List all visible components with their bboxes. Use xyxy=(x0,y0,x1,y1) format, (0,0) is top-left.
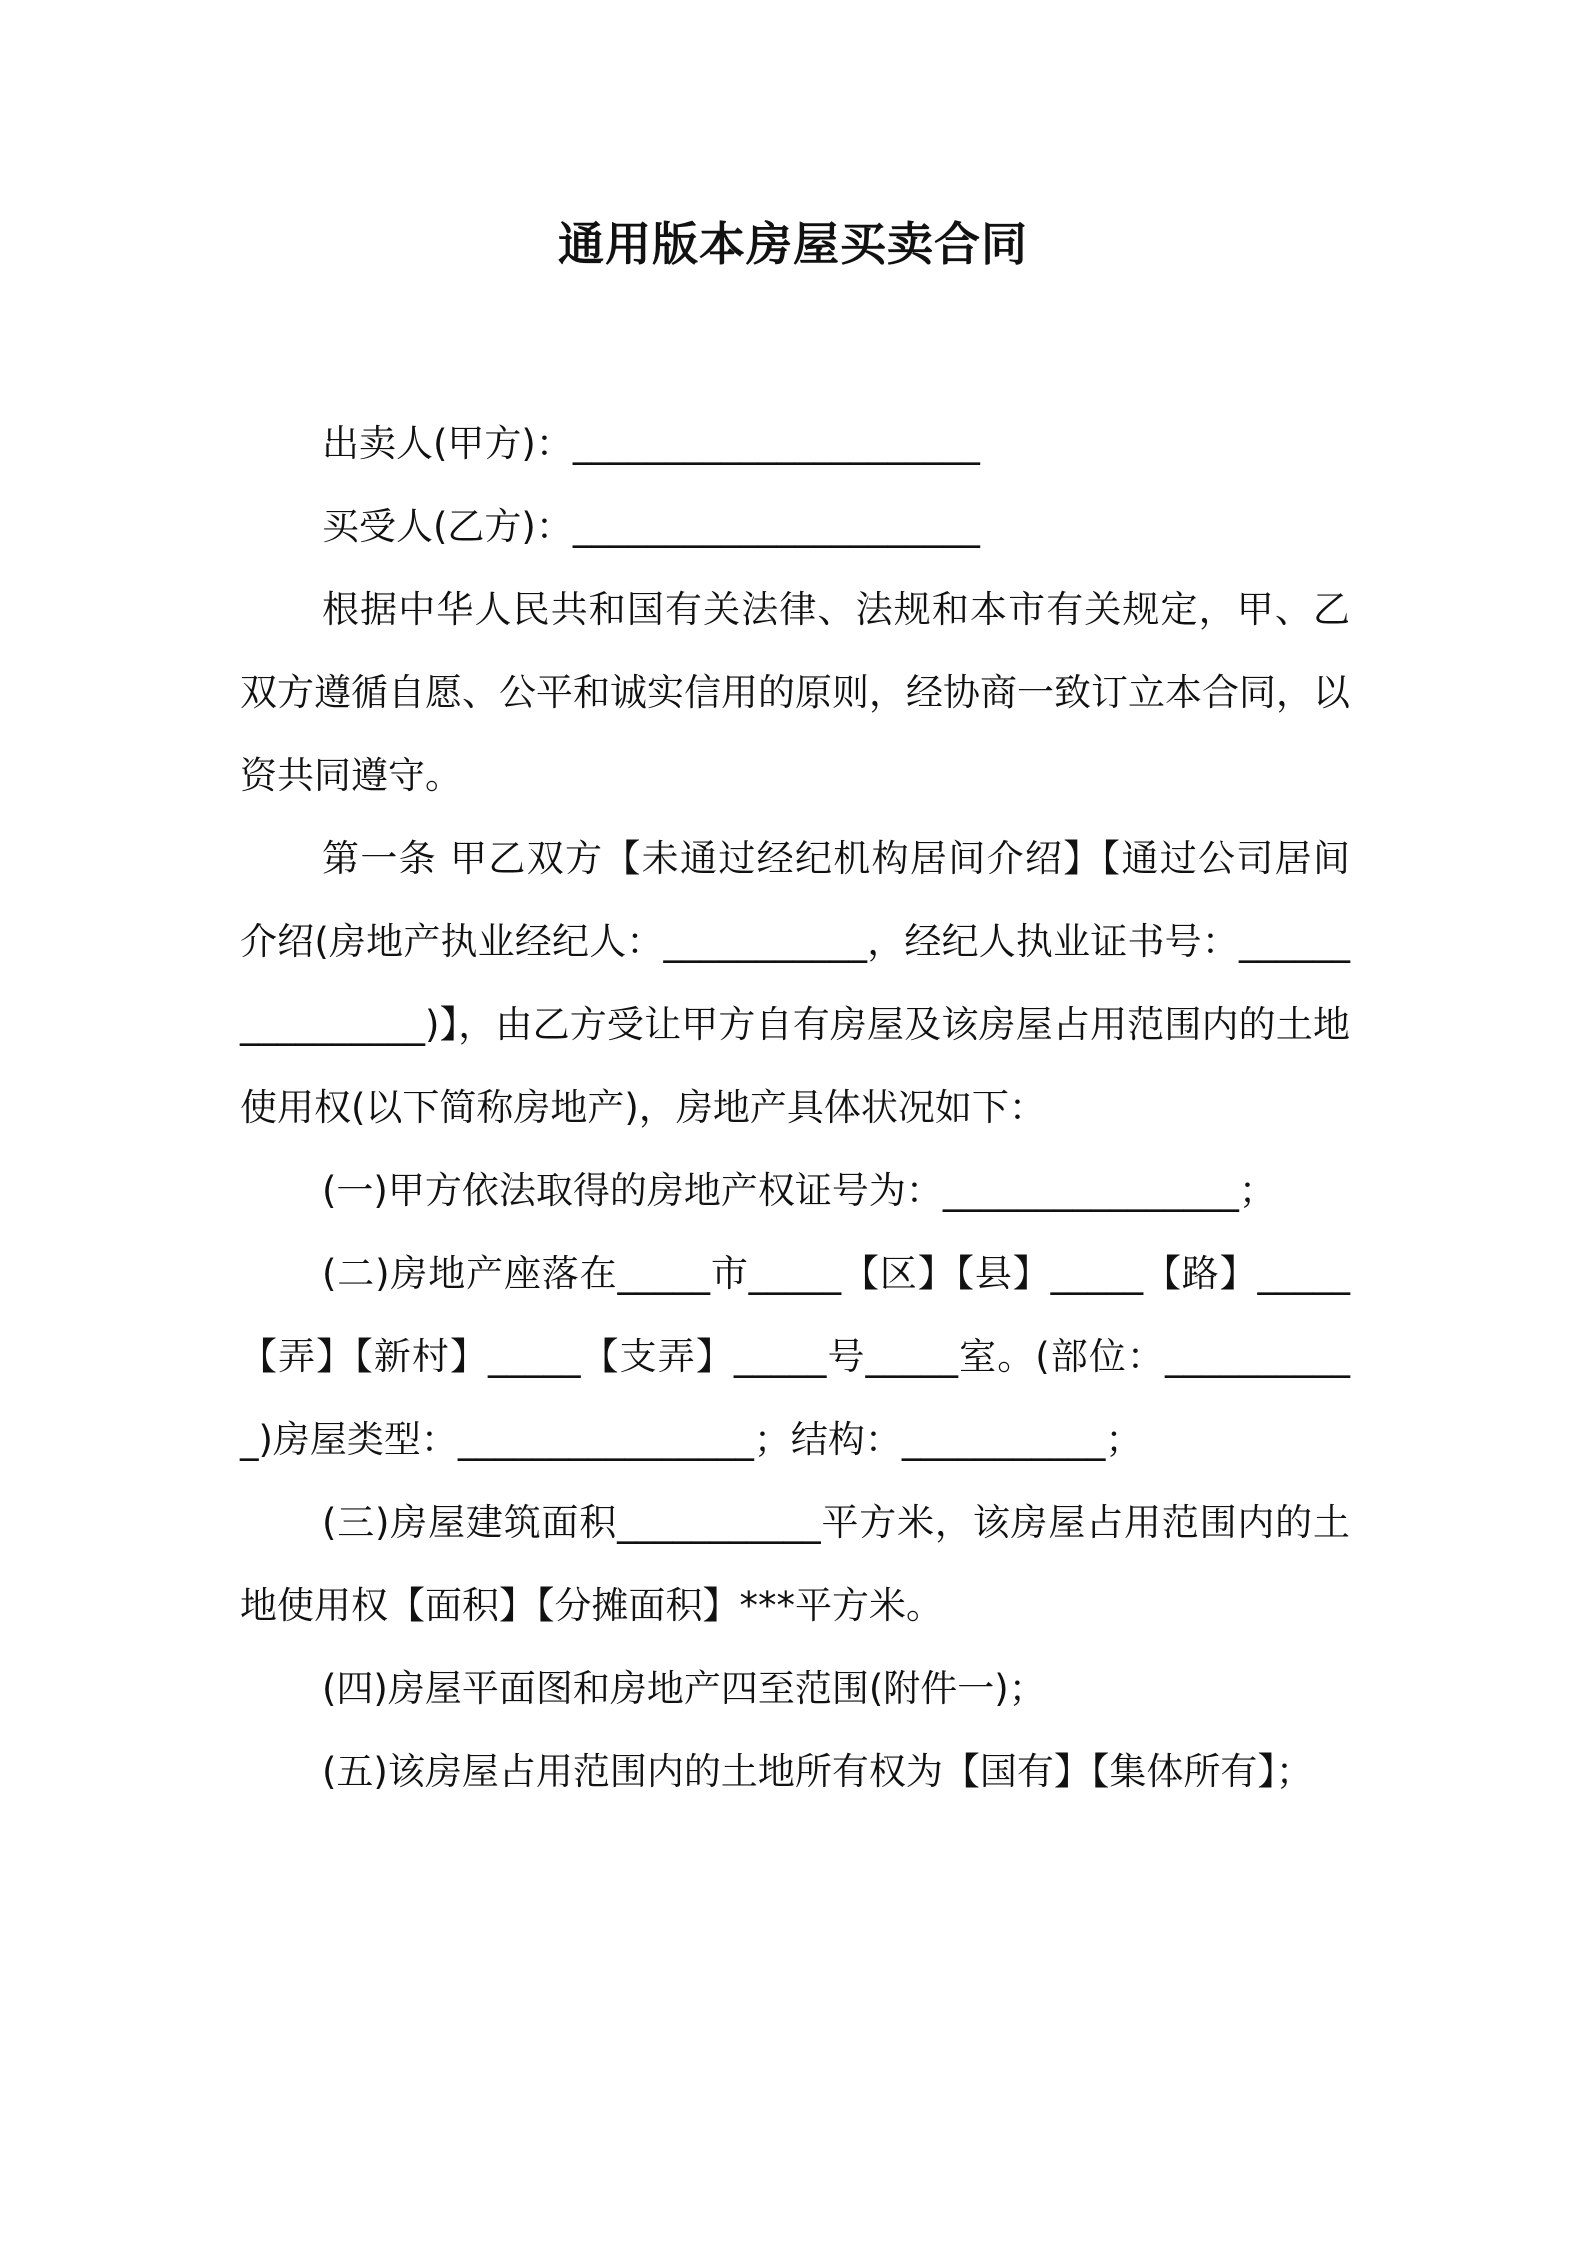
document-body xyxy=(240,402,1350,1813)
preamble-paragraph: 根据中华人民共和国有关法律、法规和本市有关规定，甲、乙双方遵循自愿、公平和诚实信用的原则，经协商一致订立本合同，以资共同遵守。 xyxy=(240,588,1350,797)
document-title: 通用版本房屋买卖合同 xyxy=(558,217,1028,271)
clause-4-paragraph: (四)房屋平面图和房地产四至范围(附件一)； xyxy=(322,1667,1046,1710)
clause-3-paragraph: (三)房屋建筑面积___________平方米，该房屋占用范围内的土地使用权【面积】【分摊面积】***平方米。 xyxy=(240,1501,1350,1627)
clause-1-paragraph: (一)甲方依法取得的房地产权证号为：________________； xyxy=(322,1169,1276,1212)
seller-line: 出卖人(甲方)：______________________ xyxy=(322,422,980,465)
article-one-paragraph: 第一条 甲乙双方【未通过经纪机构居间介绍】【通过公司居间介绍(房地产执业经纪人：___________，经纪人执业证书号：________________)】，由乙方受让甲方自有房屋及该房屋占用范围内的土地使用权(以下简称房地产)，房地产具体状况如下： xyxy=(240,837,1350,1129)
clause-2-paragraph: (二)房地产座落在_____市_____【区】【县】_____【路】_____【弄】【新村】_____【支弄】_____号_____室。(部位：___________)房屋类型：________________；结构：___________； xyxy=(240,1252,1350,1461)
clause-5-paragraph: (五)该房屋占用范围内的土地所有权为【国有】【集体所有】； xyxy=(322,1750,1313,1793)
buyer-line: 买受人(乙方)：______________________ xyxy=(322,505,980,548)
